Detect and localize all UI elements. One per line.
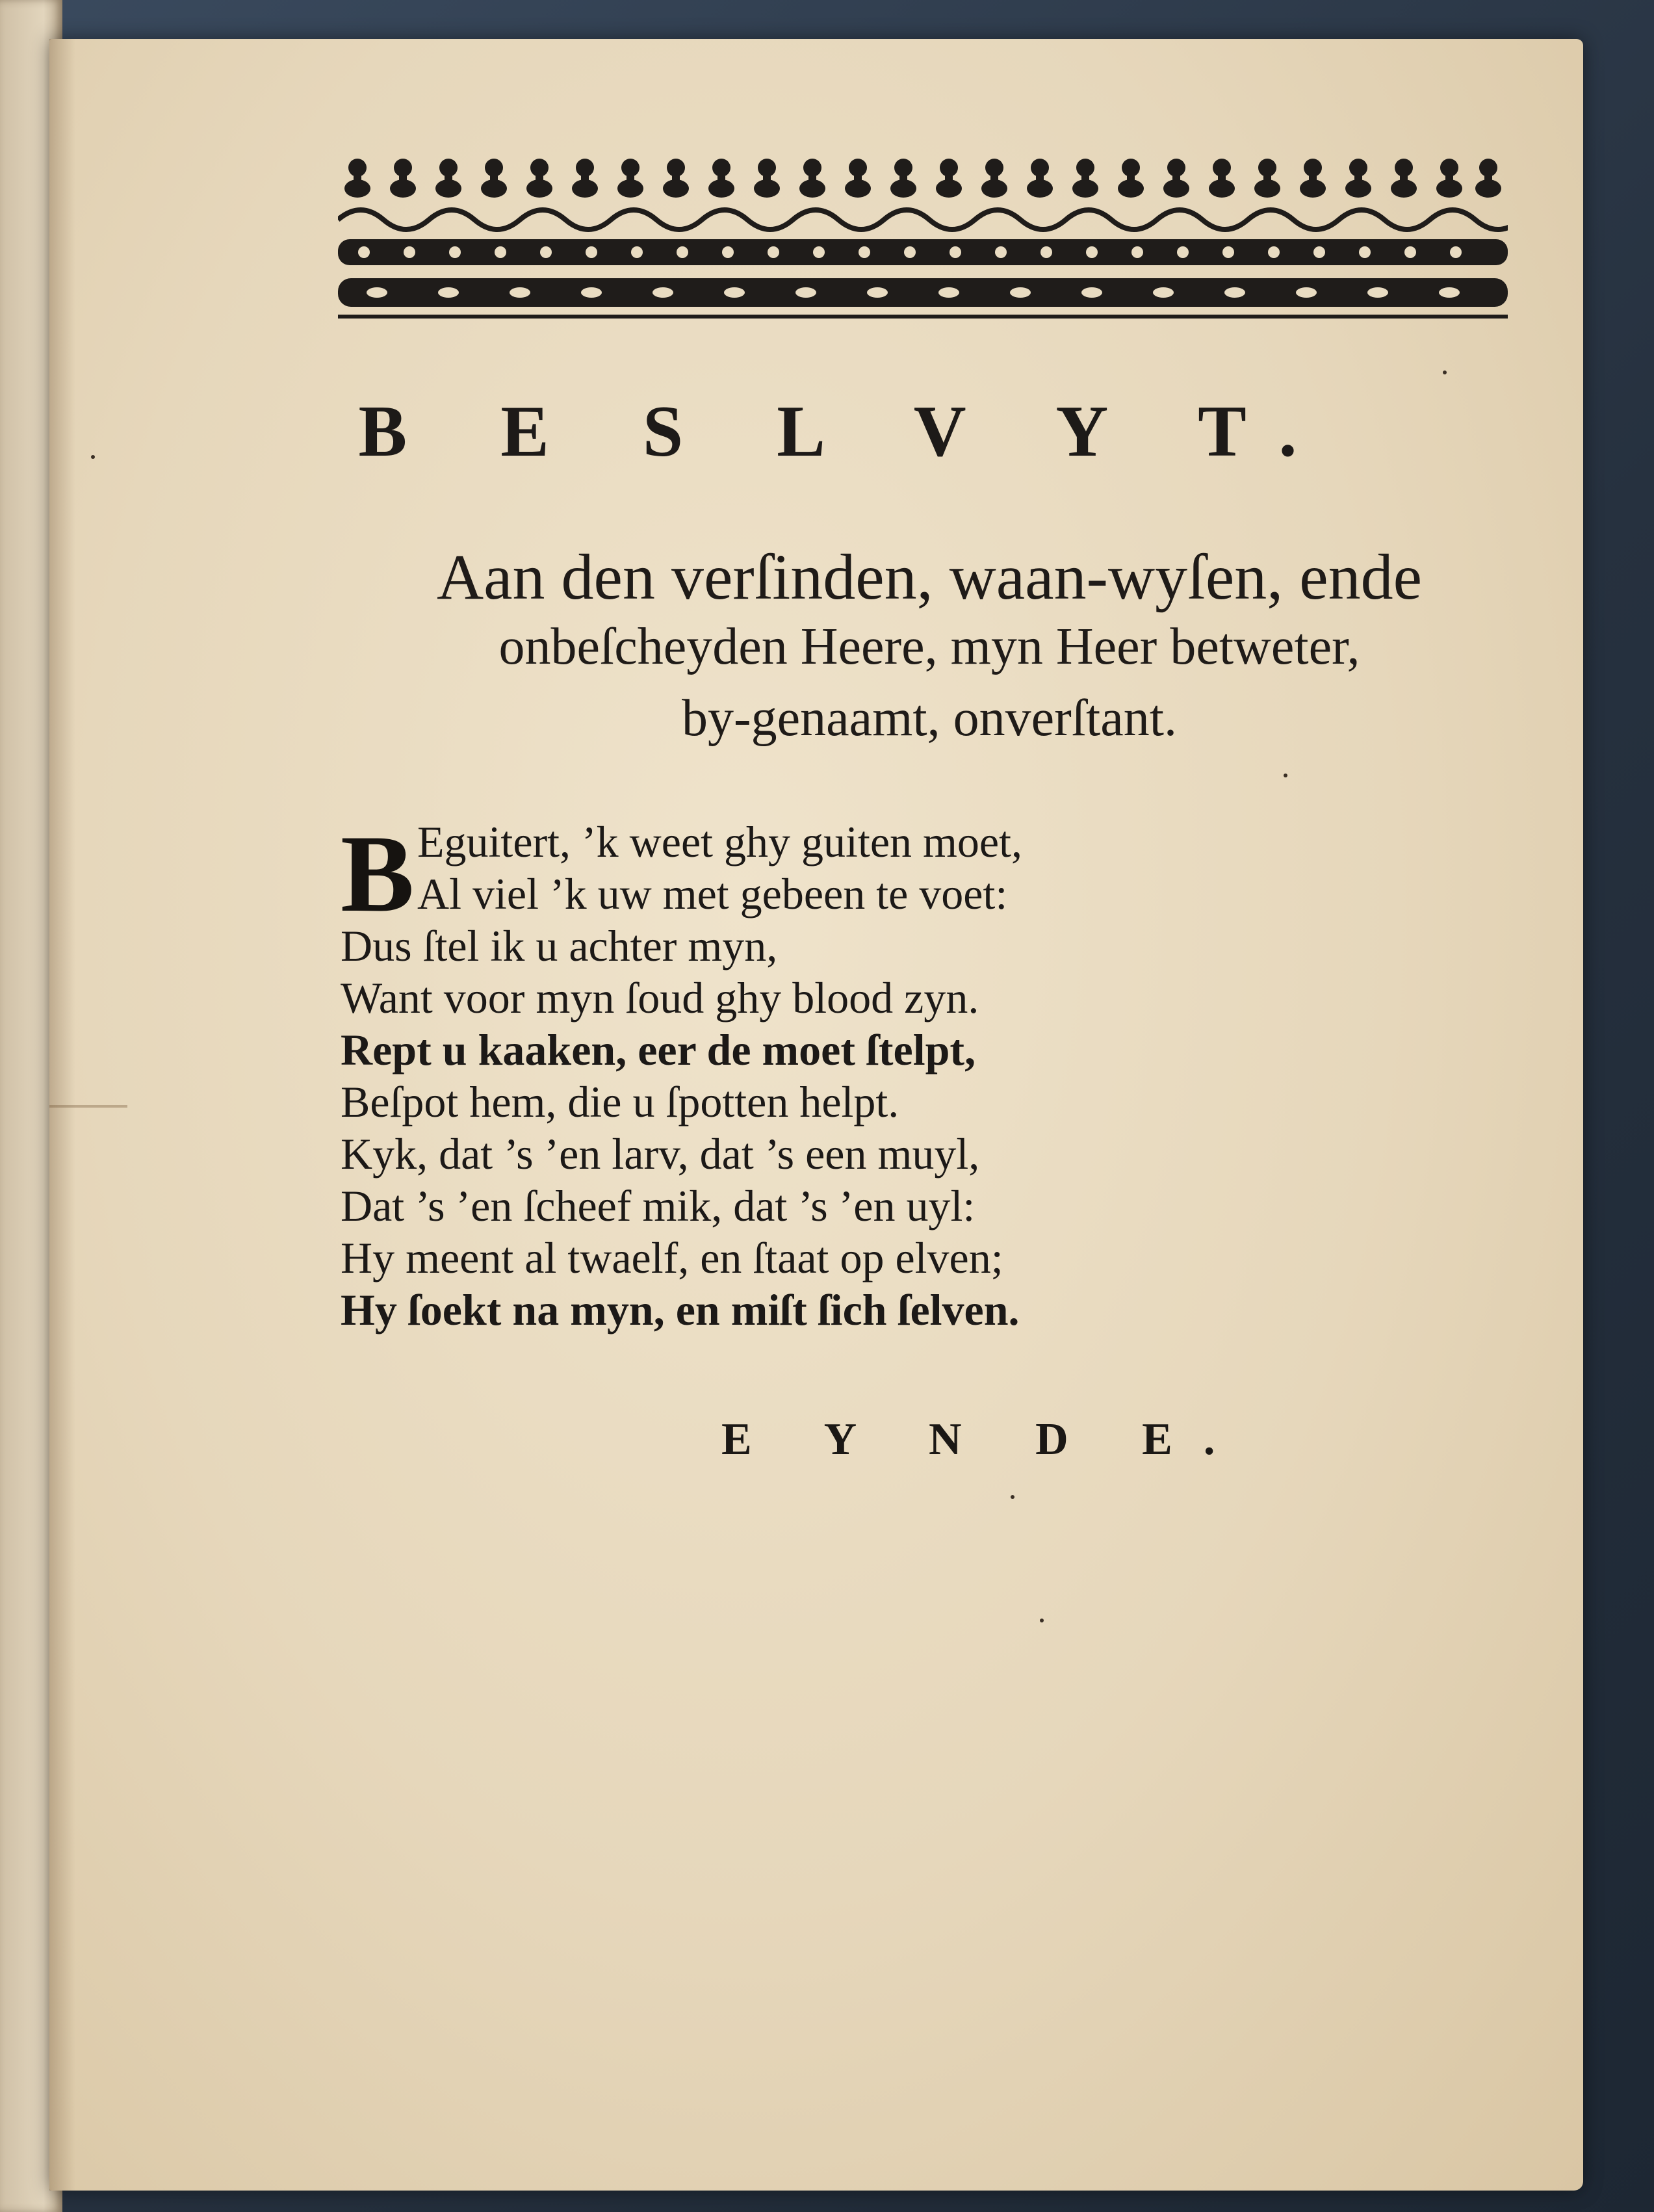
drop-cap: B: [341, 813, 415, 935]
ink-speck: [1284, 774, 1287, 777]
ink-speck: [1040, 1619, 1044, 1622]
poem-line: Want voor myn ſoud ghy blood zyn.: [341, 973, 979, 1022]
page-title: B E S L V Y T.: [358, 391, 1335, 472]
poem-line: Hy meent al twaelf, en ſtaat op elven;: [341, 1233, 1003, 1282]
closing-word: E Y N D E.: [721, 1414, 1247, 1464]
ink-speck: [1011, 1495, 1014, 1499]
poem-line: Al viel ’k uw met gebeen te voet:: [417, 869, 1008, 918]
poem-line: Hy ſoekt na myn, en miſt ſich ſelven.: [341, 1285, 1020, 1334]
page-crease: [49, 1105, 127, 1108]
gutter-shadow: [49, 39, 75, 2191]
poem-line: Dus ſtel ik u achter myn,: [341, 921, 778, 970]
ink-speck: [91, 455, 95, 459]
dedication-line-2: onbeſcheyden Heere, myn Heer betweter,: [498, 618, 1360, 675]
poem-line: Eguitert, ’k weet ghy guiten moet,: [417, 817, 1022, 866]
poem-line: Kyk, dat ’s ’en larv, dat ’s een muyl,: [341, 1129, 980, 1178]
poem: [341, 813, 1315, 1336]
poem-line: Dat ’s ’en ſcheef mik, dat ’s ’en uyl:: [341, 1181, 976, 1230]
poem-line: Beſpot hem, die u ſpotten helpt.: [341, 1077, 899, 1126]
poem-line: Rept u kaaken, eer de moet ſtelpt,: [341, 1025, 976, 1074]
headpiece-ornament: [338, 155, 1508, 324]
ink-speck: [1443, 371, 1447, 374]
dedication-line-1: Aan den verſinden, waan-wyſen, ende: [436, 541, 1423, 613]
dedication-line-3: by-genaamt, onverſtant.: [682, 690, 1177, 747]
